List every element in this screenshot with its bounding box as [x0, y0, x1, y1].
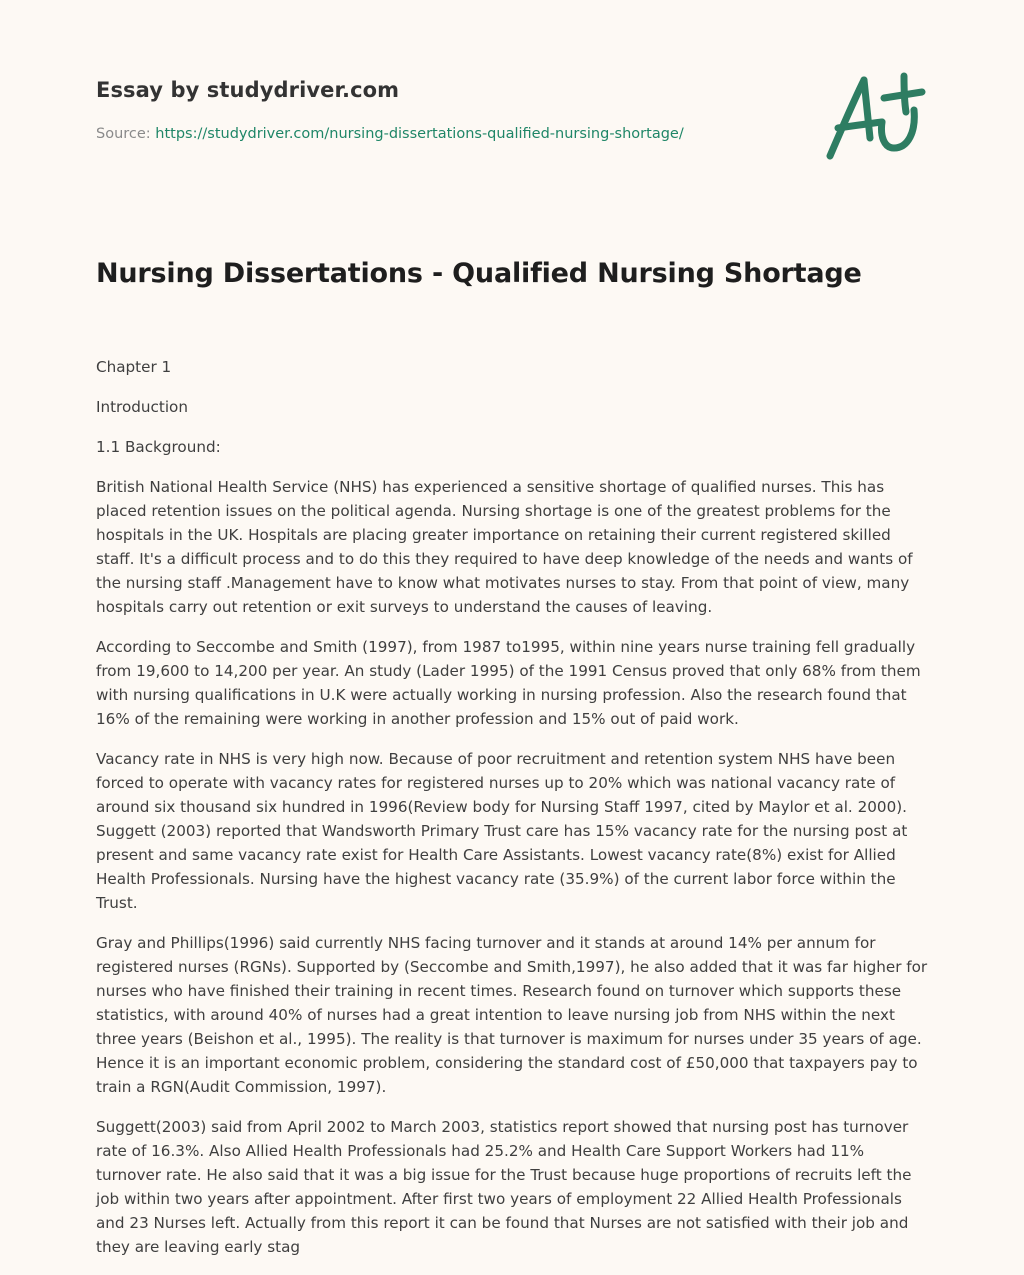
document-title: Nursing Dissertations - Qualified Nursing Shortage: [96, 258, 862, 289]
a-plus-grade-icon: [820, 66, 932, 166]
page-header: [96, 76, 736, 144]
document-body: [96, 355, 932, 1275]
paragraph: British National Health Service (NHS) has experienced a sensitive shortage of qualified nurses. This has placed retention issues on the political agenda. Nursing shortage is one of the greatest problems for the hospitals in the UK. Hospitals are placing greater importance on retaining their current registered skilled staff. It's a difficult process and to do this they required to have deep knowledge of the needs and wants of the nursing staff .Management have to know what motivates nurses to stay. From that point of view, many hospitals carry out retention or exit surveys to understand the causes of leaving.: [96, 478, 913, 616]
site-brand: Essay by studydriver.com: [96, 78, 400, 102]
source-line: [96, 124, 736, 144]
paragraph: According to Seccombe and Smith (1997), from 1987 to1995, within nine years nurse training fell gradually from 19,600 to 14,200 per year. An study (Lader 1995) of the 1991 Census proved that only 68% from them with nursing qualifications in U.K were actually working in nursing profession. Also the research found that 16% of the remaining were working in another profession and 15% out of paid work.: [96, 638, 921, 728]
paragraph: Suggett(2003) said from April 2002 to March 2003, statistics report showed that nursing post has turnover rate of 16.3%. Also Allied Health Professionals had 25.2% and Health Care Support Workers had 11% turnover rate. He also said that it was a big issue for the Trust because huge proportions of recruits left the job within two years after appointment. After first two years of employment 22 Allied Health Professionals and 23 Nurses left. Actually from this report it can be found that Nurses are not satisfied with their job and they are leaving early stag: [96, 1118, 912, 1256]
chapter-heading: Chapter 1: [96, 358, 172, 376]
source-label: Source:: [96, 126, 151, 142]
subsection-heading: 1.1 Background:: [96, 438, 221, 456]
paragraph: Vacancy rate in NHS is very high now. Because of poor recruitment and retention system NHS have been forced to operate with vacancy rates for registered nurses up to 20% which was national vacancy rate of around six thousand six hundred in 1996(Review body for Nursing Staff 1997, cited by Maylor et al. 2000). Suggett (2003) reported that Wandsworth Primary Trust care has 15% vacancy rate for the nursing post at present and same vacancy rate exist for Health Care Assistants. Lowest vacancy rate(8%) exist for Allied Health Professionals. Nursing have the highest vacancy rate (35.9%) of the current labor force within the Trust.: [96, 750, 908, 912]
paragraph: Gray and Phillips(1996) said currently NHS facing turnover and it stands at around 14% per annum for registered nurses (RGNs). Supported by (Seccombe and Smith,1997), he also added that it was far higher for nurses who have finished their training in recent times. Research found on turnover which supports these statistics, with around 40% of nurses had a great intention to leave nursing job from NHS within the next three years (Beishon et al., 1995). The reality is that turnover is maximum for nurses under 35 years of age. Hence it is an important economic problem, considering the standard cost of £50,000 that taxpayers pay to train a RGN(Audit Commission, 1997).: [96, 934, 928, 1096]
source-link[interactable]: https://studydriver.com/nursing-dissertations-qualified-nursing-shortage/: [155, 126, 684, 142]
section-heading: Introduction: [96, 398, 188, 416]
